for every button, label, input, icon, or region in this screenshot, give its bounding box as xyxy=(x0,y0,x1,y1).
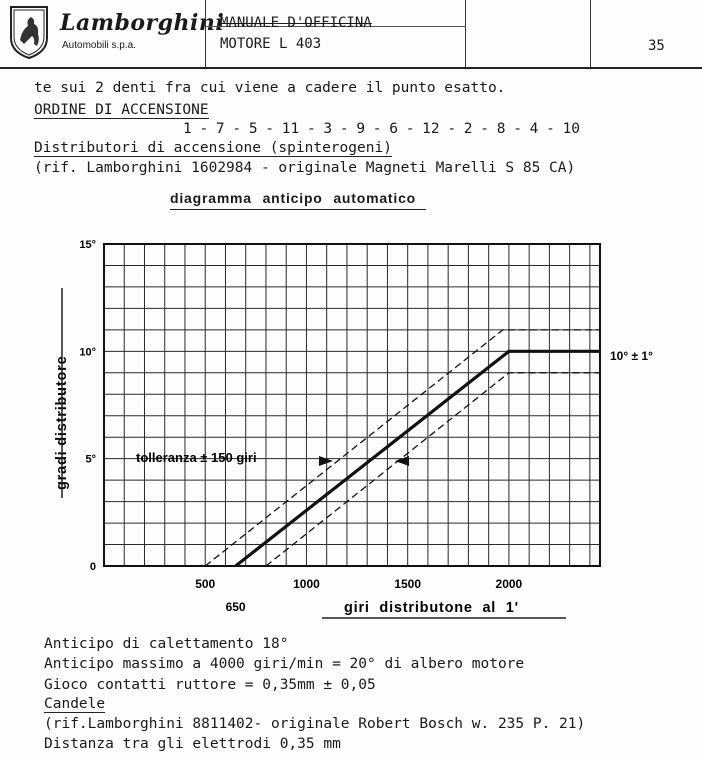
y-axis-label: gradi distributore xyxy=(54,355,70,490)
spark-plugs-heading: Candele xyxy=(44,696,106,712)
chart-title: diagramma anticipo automatico xyxy=(170,190,426,210)
y-tick-label: 15° xyxy=(79,239,96,251)
series-line-lower-tolerance xyxy=(266,373,600,566)
x-tick-label: 500 xyxy=(195,577,216,591)
max-advance-line: Anticipo massimo a 4000 giri/min = 20° di albero motore xyxy=(44,656,525,672)
brand-name: Lamborghini xyxy=(60,10,225,36)
breaker-gap-line: Gioco contatti ruttore = 0,35mm ± 0,05 xyxy=(44,677,376,693)
chart-frame xyxy=(104,244,600,566)
tolerance-annotation: tolleranza ± 150 giri xyxy=(136,450,257,465)
distributors-heading: Distributori di accensione (spinterogeni) xyxy=(34,140,392,156)
y-tick-label: 5° xyxy=(85,453,96,466)
x-tick-label: 1000 xyxy=(293,577,320,591)
end-value-annotation: 10° ± 1° xyxy=(610,349,653,363)
brand-subtitle: Automobili s.p.a. xyxy=(62,40,136,51)
chart-series xyxy=(205,330,600,566)
intro-line: te sui 2 denti fra cui viene a cadere il punto esatto. xyxy=(34,80,506,96)
x-axis-label: giri distributone al 1' xyxy=(344,600,519,616)
electrode-gap-line: Distanza tra gli elettrodi 0,35 mm xyxy=(44,736,341,752)
manual-title: MANUALE D'OFFICINA xyxy=(220,15,372,31)
y-tick-label: 10° xyxy=(79,346,96,359)
engine-title: MOTORE L 403 xyxy=(220,36,322,52)
x-tick-label: 1500 xyxy=(394,577,422,591)
distributors-reference: (rif. Lamborghini 1602984 - originale Magneti Marelli S 85 CA) xyxy=(34,160,576,176)
tolerance-arrow-left-icon xyxy=(395,456,409,466)
firing-order: 1 - 7 - 5 - 11 - 3 - 9 - 6 - 12 - 2 - 8 - 4 - 10 xyxy=(183,121,581,137)
series-line-upper-tolerance xyxy=(205,330,600,566)
tolerance-arrow-right-icon xyxy=(319,456,333,466)
timing-advance-line: Anticipo di calettamento 18° xyxy=(44,636,289,652)
firing-order-heading: ORDINE DI ACCENSIONE xyxy=(34,102,209,118)
y-tick-label: 0 xyxy=(89,561,96,573)
x-tick-label: 2000 xyxy=(495,577,523,591)
page-number: 35 xyxy=(648,38,665,54)
chart-grid xyxy=(104,244,600,566)
x-tick-label-650: 650 xyxy=(225,600,246,614)
chart-border xyxy=(104,244,600,566)
spark-plugs-reference: (rif.Lamborghini 8811402- originale Robert Bosch w. 235 P. 21) xyxy=(44,716,586,732)
chart-ticks xyxy=(79,239,522,614)
